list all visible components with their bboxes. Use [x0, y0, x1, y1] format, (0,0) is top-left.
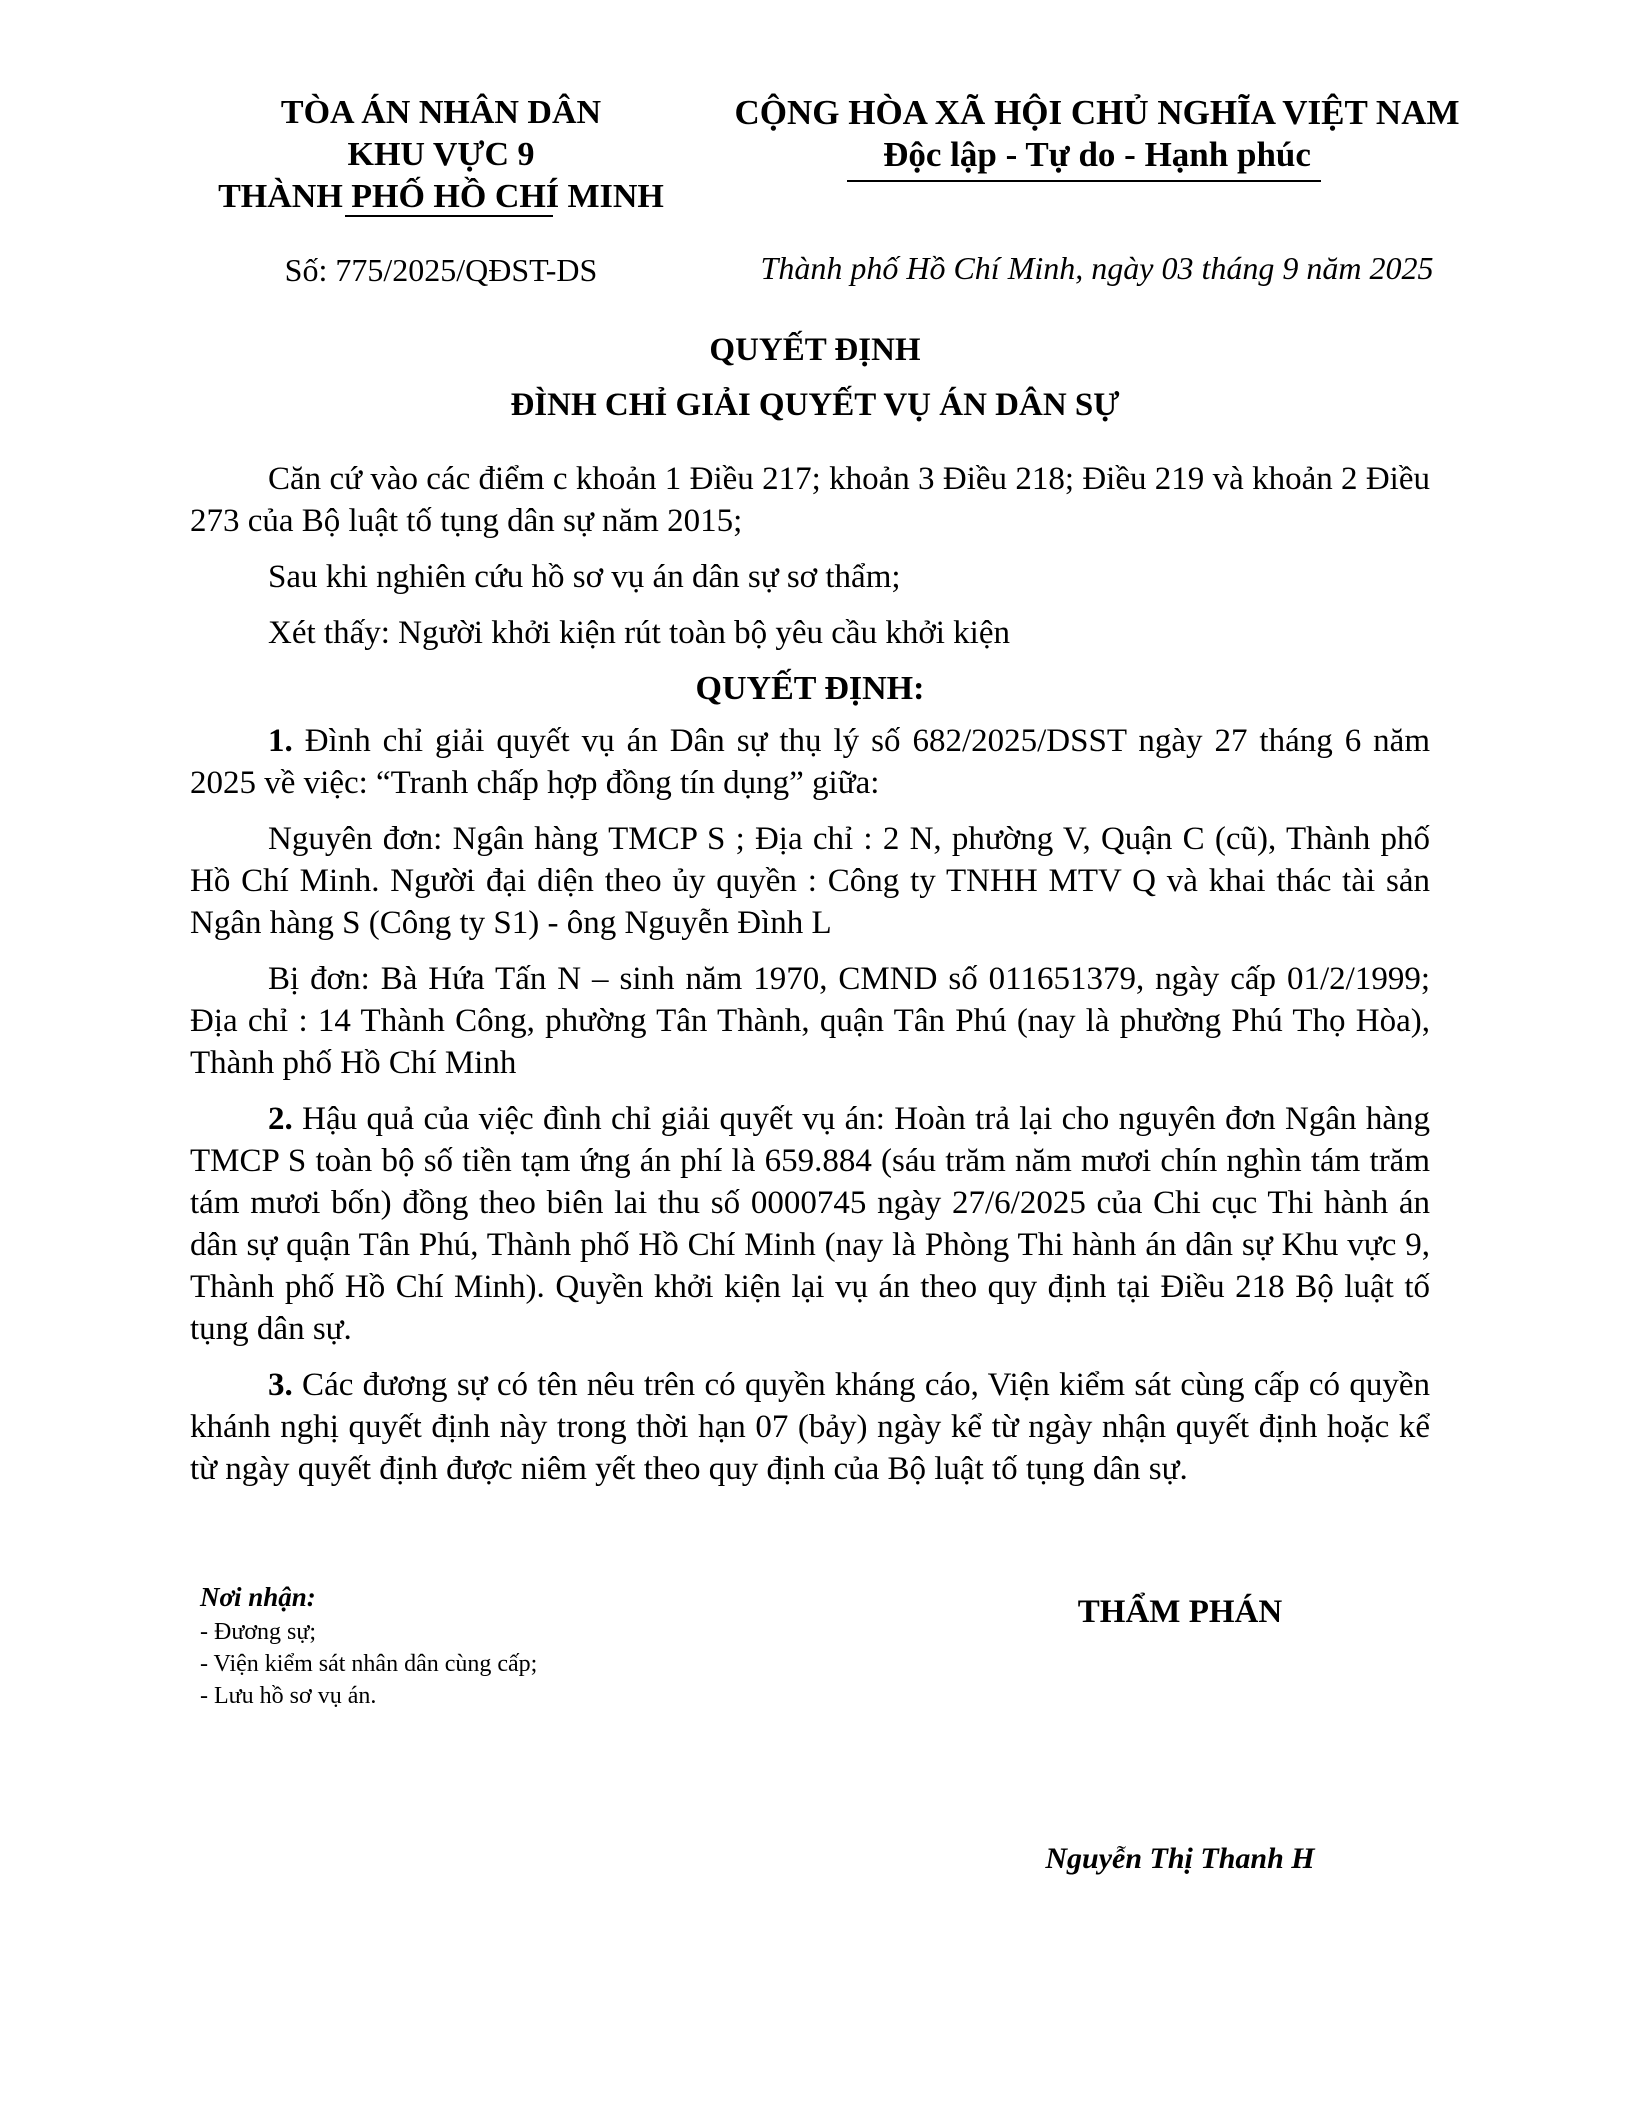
signer-name: Nguyễn Thị Thanh H: [1045, 1842, 1315, 1875]
document-number: Số: 775/2025/QĐST-DS: [284, 252, 598, 288]
review-paragraph: Sau khi nghiên cứu hồ sơ vụ án dân sự sơ thẩm;: [268, 559, 901, 595]
court-name-line1: TÒA ÁN NHÂN DÂN: [280, 94, 602, 131]
legal-basis-paragraph: Căn cứ vào các điểm c khoản 1 Điều 217; khoản 3 Điều 218; Điều 219 và khoản 2 Điều 273 của Bộ luật tố tụng dân sự năm 2015;: [190, 461, 1430, 539]
recipients-block: [200, 1580, 760, 1712]
decision-item-1: [190, 720, 1430, 804]
court-header-underline: [345, 215, 553, 217]
defendant-paragraph: Bị đơn: Bà Hứa Tấn N – sinh năm 1970, CMND số 011651379, ngày cấp 01/2/1999; Địa chỉ : 14 Thành Công, phường Tân Thành, quận Tân Phú (nay là phường Phú Thọ Hòa), Thành phố Hồ Chí Minh: [190, 961, 1430, 1081]
item-text: Các đương sự có tên nêu trên có quyền kháng cáo, Viện kiểm sát cùng cấp có quyền khánh nghị quyết định này trong thời hạn 07 (bảy) ngày kể từ ngày nhận quyết định hoặc kể từ ngày quyết định được niêm yết theo quy định của Bộ luật tố tụng dân sự.: [190, 1367, 1430, 1487]
consideration-paragraph: Xét thấy: Người khởi kiện rút toàn bộ yêu cầu khởi kiện: [268, 615, 1011, 651]
plaintiff-paragraph: Nguyên đơn: Ngân hàng TMCP S ; Địa chỉ : 2 N, phường V, Quận C (cũ), Thành phố Hồ Chí Minh. Người đại diện theo ủy quyền : Công ty TNHH MTV Q và khai thác tài sản Ngân hàng S (Công ty S1) - ông Nguyễn Đình L: [190, 821, 1430, 941]
national-motto-underline: [847, 180, 1321, 182]
decision-item-3: [190, 1364, 1430, 1490]
national-title: CỘNG HÒA XÃ HỘI CHỦ NGHĨA VIỆT NAM: [734, 93, 1460, 132]
document-date: Thành phố Hồ Chí Minh, ngày 03 tháng 9 năm 2025: [760, 250, 1434, 286]
recipient-item: - Đương sự;: [200, 1619, 317, 1645]
court-name-line3: THÀNH PHỐ HỒ CHÍ MINH: [218, 178, 664, 215]
document-subtitle: ĐÌNH CHỈ GIẢI QUYẾT VỤ ÁN DÂN SỰ: [510, 387, 1120, 423]
decision-heading: QUYẾT ĐỊNH:: [695, 670, 925, 707]
item-number: 3.: [268, 1367, 293, 1403]
decision-item-2: [190, 1098, 1430, 1350]
judge-title: THẨM PHÁN: [1077, 1594, 1283, 1630]
item-number: 1.: [268, 723, 293, 759]
national-header: [712, 92, 1482, 176]
item-number: 2.: [268, 1101, 293, 1137]
item-text: Hậu quả của việc đình chỉ giải quyết vụ án: Hoàn trả lại cho nguyên đơn Ngân hàng TMCP S toàn bộ số tiền tạm ứng án phí là 659.884 (sáu trăm năm mươi chín nghìn tám trăm tám mươi bốn) đồng theo biên lai thu số 0000745 ngày 27/6/2025 của Chi cục Thi hành án dân sự quận Tân Phú, Thành phố Hồ Chí Minh (nay là Phòng Thi hành án dân sự Khu vực 9, Thành phố Hồ Chí Minh). Quyền khởi kiện lại vụ án theo quy định tại Điều 218 Bộ luật tố tụng dân sự.: [190, 1101, 1430, 1347]
court-header: [198, 92, 684, 218]
item-text: Đình chỉ giải quyết vụ án Dân sự thụ lý số 682/2025/DSST ngày 27 tháng 6 năm 2025 về việc: “Tranh chấp hợp đồng tín dụng” giữa:: [190, 723, 1430, 801]
recipient-item: - Viện kiểm sát nhân dân cùng cấp;: [200, 1651, 538, 1677]
recipients-title: Nơi nhận:: [200, 1582, 316, 1612]
national-motto: Độc lập - Tự do - Hạnh phúc: [883, 135, 1311, 174]
document-title: QUYẾT ĐỊNH: [709, 332, 921, 368]
recipient-item: - Lưu hồ sơ vụ án.: [200, 1683, 377, 1709]
document-body: [190, 458, 1430, 1504]
court-name-line2: KHU VỰC 9: [347, 136, 535, 173]
